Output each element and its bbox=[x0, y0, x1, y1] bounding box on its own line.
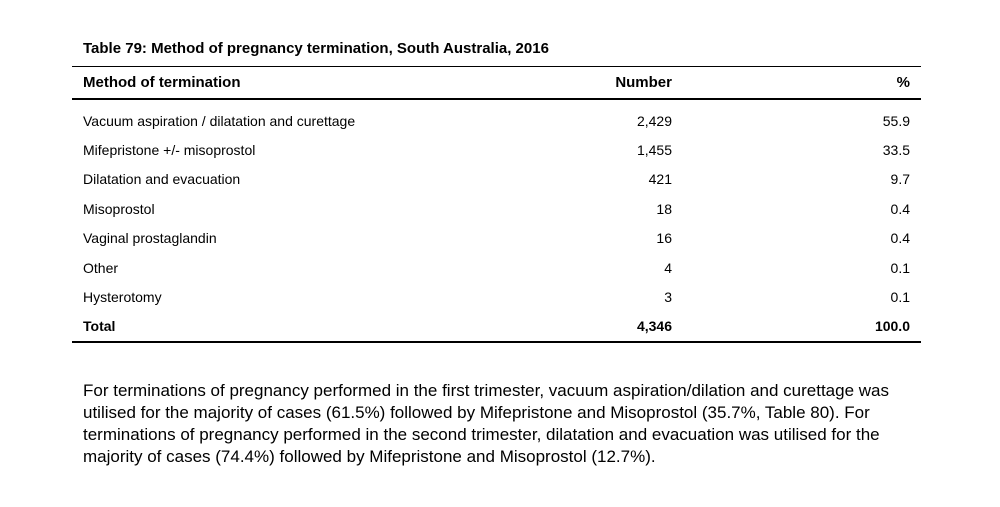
cell-percent: 0.4 bbox=[890, 230, 910, 247]
total-number: 4,346 bbox=[636, 318, 672, 335]
table-total-row bbox=[72, 312, 921, 342]
total-label: Total bbox=[83, 318, 116, 335]
cell-method: Vaginal prostaglandin bbox=[83, 230, 217, 247]
body-paragraph: For terminations of pregnancy performed in the first trimester, vacuum aspiration/dilation and curettage was utilised for the majority of cases (61.5%) followed by Mifepristone and Misoprostol (35.7%, Table 80). For terminations of pregnancy performed in the second trimester, dilatation and evacuation was utilised for the majority of cases (74.4%) followed by Mifepristone and Misoprostol (12.7%). bbox=[83, 381, 889, 466]
table-row bbox=[72, 282, 921, 311]
table-row bbox=[72, 253, 921, 282]
total-percent: 100.0 bbox=[874, 318, 910, 335]
cell-percent: 9.7 bbox=[890, 171, 910, 188]
table-row bbox=[72, 194, 921, 223]
termination-methods-table bbox=[72, 66, 921, 343]
cell-percent: 0.1 bbox=[890, 259, 910, 276]
cell-number: 421 bbox=[648, 171, 672, 188]
cell-method: Mifepristone +/- misoprostol bbox=[83, 142, 256, 159]
cell-number: 1,455 bbox=[636, 142, 672, 159]
table-caption: Table 79: Method of pregnancy termination, South Australia, 2016 bbox=[83, 40, 549, 57]
table-row bbox=[72, 165, 921, 194]
cell-number: 3 bbox=[664, 289, 672, 306]
cell-method: Vacuum aspiration / dilatation and curettage bbox=[83, 112, 356, 129]
table-row bbox=[72, 99, 921, 135]
cell-percent: 0.4 bbox=[890, 200, 910, 217]
cell-number: 2,429 bbox=[636, 112, 672, 129]
cell-number: 16 bbox=[656, 230, 672, 247]
table-row bbox=[72, 135, 921, 164]
cell-method: Dilatation and evacuation bbox=[83, 171, 241, 188]
cell-percent: 33.5 bbox=[882, 142, 910, 159]
cell-method: Other bbox=[83, 259, 119, 276]
table-row bbox=[72, 224, 921, 253]
header-method: Method of termination bbox=[83, 74, 241, 91]
cell-number: 18 bbox=[656, 200, 672, 217]
cell-percent: 0.1 bbox=[890, 289, 910, 306]
header-number: Number bbox=[615, 74, 672, 91]
cell-percent: 55.9 bbox=[882, 112, 910, 129]
cell-method: Misoprostol bbox=[83, 200, 155, 217]
header-percent: % bbox=[896, 74, 910, 91]
cell-method: Hysterotomy bbox=[83, 289, 162, 306]
cell-number: 4 bbox=[664, 259, 672, 276]
table-header-row bbox=[72, 67, 921, 100]
